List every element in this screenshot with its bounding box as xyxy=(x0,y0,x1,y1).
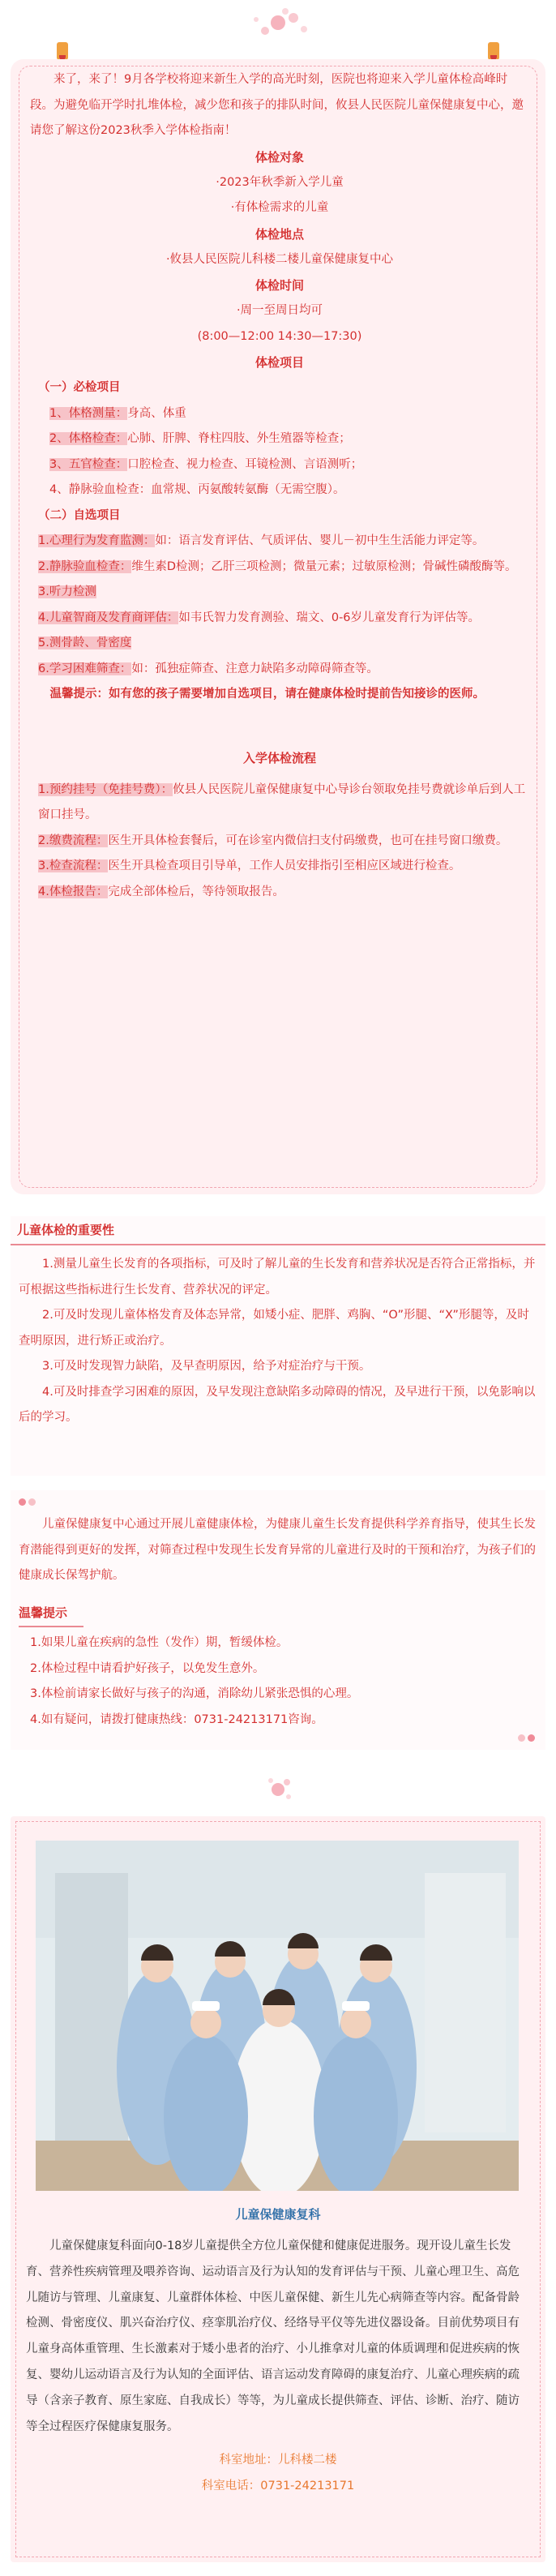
required-item-label: 1、体格测量： xyxy=(49,406,128,420)
lantern-icon xyxy=(57,42,68,60)
optional-item-label: 5.测骨龄、骨密度 xyxy=(38,636,132,649)
importance-point: 2.可及时发现儿童体格发育及体态异常，如矮小症、肥胖、鸡胸、“O”形腿、“X”形腿等，及时查明原因，进行矫正或治疗。 xyxy=(19,1309,529,1348)
department-address: 科室地址：儿科楼二楼 xyxy=(219,2454,337,2467)
flower-decoration-icon xyxy=(0,0,556,57)
dots-bottom xyxy=(518,1729,537,1745)
optional-item xyxy=(38,657,529,683)
importance-section xyxy=(11,1216,545,1476)
required-item-text: 身高、体重 xyxy=(127,406,186,420)
process-step-label: 4.体检报告： xyxy=(38,885,109,898)
process-step-text: 医生开具检查项目引导单，工作人员安排指引至相应区域进行检查。 xyxy=(108,859,461,872)
tip-item: 2.体检过程中请看护好孩子，以免发生意外。 xyxy=(30,1661,265,1675)
intro-paragraph: 来了，来了！9月各学校将迎来新生入学的高光时刻，医院也将迎来入学儿童体检高峰时段。为避免临开学时扎堆体检，减少您和孩子的排队时间，攸县人民医院儿童保健康复中心，邀请您了解这份2023秋季入学体检指南！ xyxy=(30,73,524,137)
dot-icon xyxy=(19,1498,26,1506)
required-item-text: 心肺、肝脾、脊柱四肢、外生殖器等检查； xyxy=(127,432,351,445)
importance-point: 3.可及时发现智力缺陷，及早查明原因，给予对症治疗与干预。 xyxy=(42,1360,371,1373)
required-title: （一）必检项目 xyxy=(38,381,121,394)
required-item-label: 2、体格检查： xyxy=(49,432,128,445)
optional-item-label: 2.静脉验血检查： xyxy=(38,559,132,573)
staff-group-photo xyxy=(36,1841,519,2191)
process-step-text: 攸县人民医院儿童保健康复中心导诊台领取免挂号费就诊单后到人工窗口挂号。 xyxy=(38,782,526,821)
optional-item xyxy=(38,606,529,632)
required-item-text: 口腔检查、视力检查、耳镜检测、言语测听； xyxy=(127,457,363,471)
guide-card xyxy=(11,59,545,1194)
location-line: ·攸县人民医院儿科楼二楼儿童保健康复中心 xyxy=(165,252,394,266)
process-step-text: 医生开具体检套餐后，可在诊室内微信扫支付码缴费，也可在挂号窗口缴费。 xyxy=(108,834,508,847)
tips-divider xyxy=(19,1626,83,1627)
process-step-label: 2.缴费流程： xyxy=(38,834,109,847)
process-step xyxy=(38,880,529,906)
process-step-label: 1.预约挂号（免挂号费）： xyxy=(38,782,173,796)
target-line: ·有体检需求的儿童 xyxy=(230,201,329,214)
time-line: (8:00—12:00 14:30—17:30) xyxy=(197,329,362,343)
process-step-text: 完成全部体检后，等待领取报告。 xyxy=(108,885,284,898)
items-heading: 体检项目 xyxy=(254,355,304,370)
process-step xyxy=(38,854,529,880)
required-item xyxy=(49,426,529,452)
center-paragraph: 儿童保健康复中心通过开展儿童健康体检，为健康儿童生长发育提供科学养育指导，使其生长发育潜能得到更好的发挥，对筛查过程中发现生长发育异常的儿童进行及时的干预和治疗，为孩子们的健康成长保驾护航。 xyxy=(19,1518,536,1582)
required-item xyxy=(49,401,529,427)
optional-item-text: 维生素D检测；乙肝三项检测；微量元素；过敏原检测；骨碱性磷酸酶等。 xyxy=(131,559,517,573)
required-item xyxy=(49,478,529,504)
optional-item-text: 如韦氏智力发育测验、瑞文、0-6岁儿童发育行为评估等。 xyxy=(178,611,481,624)
optional-item-label: 1.心理行为发育监测： xyxy=(38,534,156,547)
required-item-text: 4、静脉验血检查：血常规、丙氨酸转氨酶（无需空腹）。 xyxy=(49,483,345,496)
optional-item-label: 4.儿童智商及发育商评估： xyxy=(38,611,179,624)
optional-item-text: 如：语言发育评估、气质评估、婴儿－初中生生活能力评定等。 xyxy=(155,534,485,547)
tip-item: 4.如有疑问，请拨打健康热线：0731-24213171咨询。 xyxy=(30,1712,323,1726)
items-tip: 温馨提示：如有您的孩子需要增加自选项目，请在健康体检时提前告知接诊的医师。 xyxy=(49,688,485,701)
department-content xyxy=(26,2234,530,2499)
tips-title: 温馨提示 xyxy=(19,1605,68,1620)
process-heading: 入学体检流程 xyxy=(242,750,316,765)
department-phone: 科室电话：0731-24213171 xyxy=(201,2479,355,2492)
top-decoration xyxy=(0,0,556,57)
time-line: ·周一至周日均可 xyxy=(236,304,323,317)
optional-item-text: 如：孤独症筛查、注意力缺陷多动障碍筛查等。 xyxy=(131,662,379,675)
department-paragraph: 儿童保健康复科面向0-18岁儿童提供全方位儿童保健和健康促进服务。现开设儿童生长发育、营养性疾病管理及喂养咨询、运动语言及行为认知的发育评估与干预、儿童心理卫生、高危儿随访与管理、儿童康复、儿童群体体检、中医儿童保健、新生儿先心病筛查等内容。配备骨龄检测、骨密度仪、肌兴奋治疗仪、痉挛肌治疗仪、经络导平仪等先进仪器设备。目前优势项目有儿童身高体重管理、生长激素对于矮小患者的治疗、小儿推拿对儿童的体质调理和促进疾病的恢复、婴幼儿运动语言及行为认知的全面评估、语言运动发育障碍的康复治疗、儿童心理疾病的疏导（含亲子教育、原生家庭、自我成长）等等，为儿童成长提供筛查、评估、诊断、治疗、随访等全过程医疗保健康复服务。 xyxy=(26,2240,520,2433)
process-step xyxy=(38,778,529,829)
optional-item-label: 6.学习困难筛查： xyxy=(38,662,132,675)
dots-top xyxy=(11,1490,545,1512)
importance-point: 1.测量儿童生长发育的各项指标，可及时了解儿童的生长发育和营养状况是否符合正常指标，并可根据这些指标进行生长发育、营养状况的评定。 xyxy=(19,1258,536,1297)
target-line: ·2023年秋季新入学儿童 xyxy=(216,175,344,189)
process-step-label: 3.检查流程： xyxy=(38,859,109,872)
time-heading: 体检时间 xyxy=(254,278,304,293)
importance-title: 儿童体检的重要性 xyxy=(17,1223,115,1237)
optional-item xyxy=(38,555,529,581)
process-step xyxy=(38,829,529,855)
optional-item-label: 3.听力检测 xyxy=(38,585,96,598)
center-section xyxy=(11,1490,545,1750)
tip-item: 1.如果儿童在疾病的急性（发作）期，暂缓体检。 xyxy=(30,1636,289,1649)
dot-icon xyxy=(528,1734,535,1742)
location-heading: 体检地点 xyxy=(254,226,304,242)
optional-item xyxy=(38,529,529,555)
target-heading: 体检对象 xyxy=(254,149,304,165)
required-item xyxy=(49,452,529,478)
dot-icon xyxy=(28,1498,36,1506)
lantern-icon xyxy=(488,42,499,60)
optional-item xyxy=(38,580,529,606)
flower-decoration-icon xyxy=(259,1769,297,1807)
required-item-label: 3、五官检查： xyxy=(49,457,128,471)
optional-item xyxy=(38,631,529,657)
guide-content xyxy=(30,67,529,905)
department-name: 儿童保健康复科 xyxy=(235,2207,321,2222)
importance-point: 4.可及时排查学习困难的原因，及早发现注意缺陷多动障碍的情况，及早进行干预，以免影响以后的学习。 xyxy=(19,1385,536,1424)
dot-icon xyxy=(518,1734,525,1742)
tip-item: 3.体检前请家长做好与孩子的沟通，消除幼儿紧张恐惧的心理。 xyxy=(30,1687,359,1700)
optional-title: （二）自选项目 xyxy=(38,508,121,522)
